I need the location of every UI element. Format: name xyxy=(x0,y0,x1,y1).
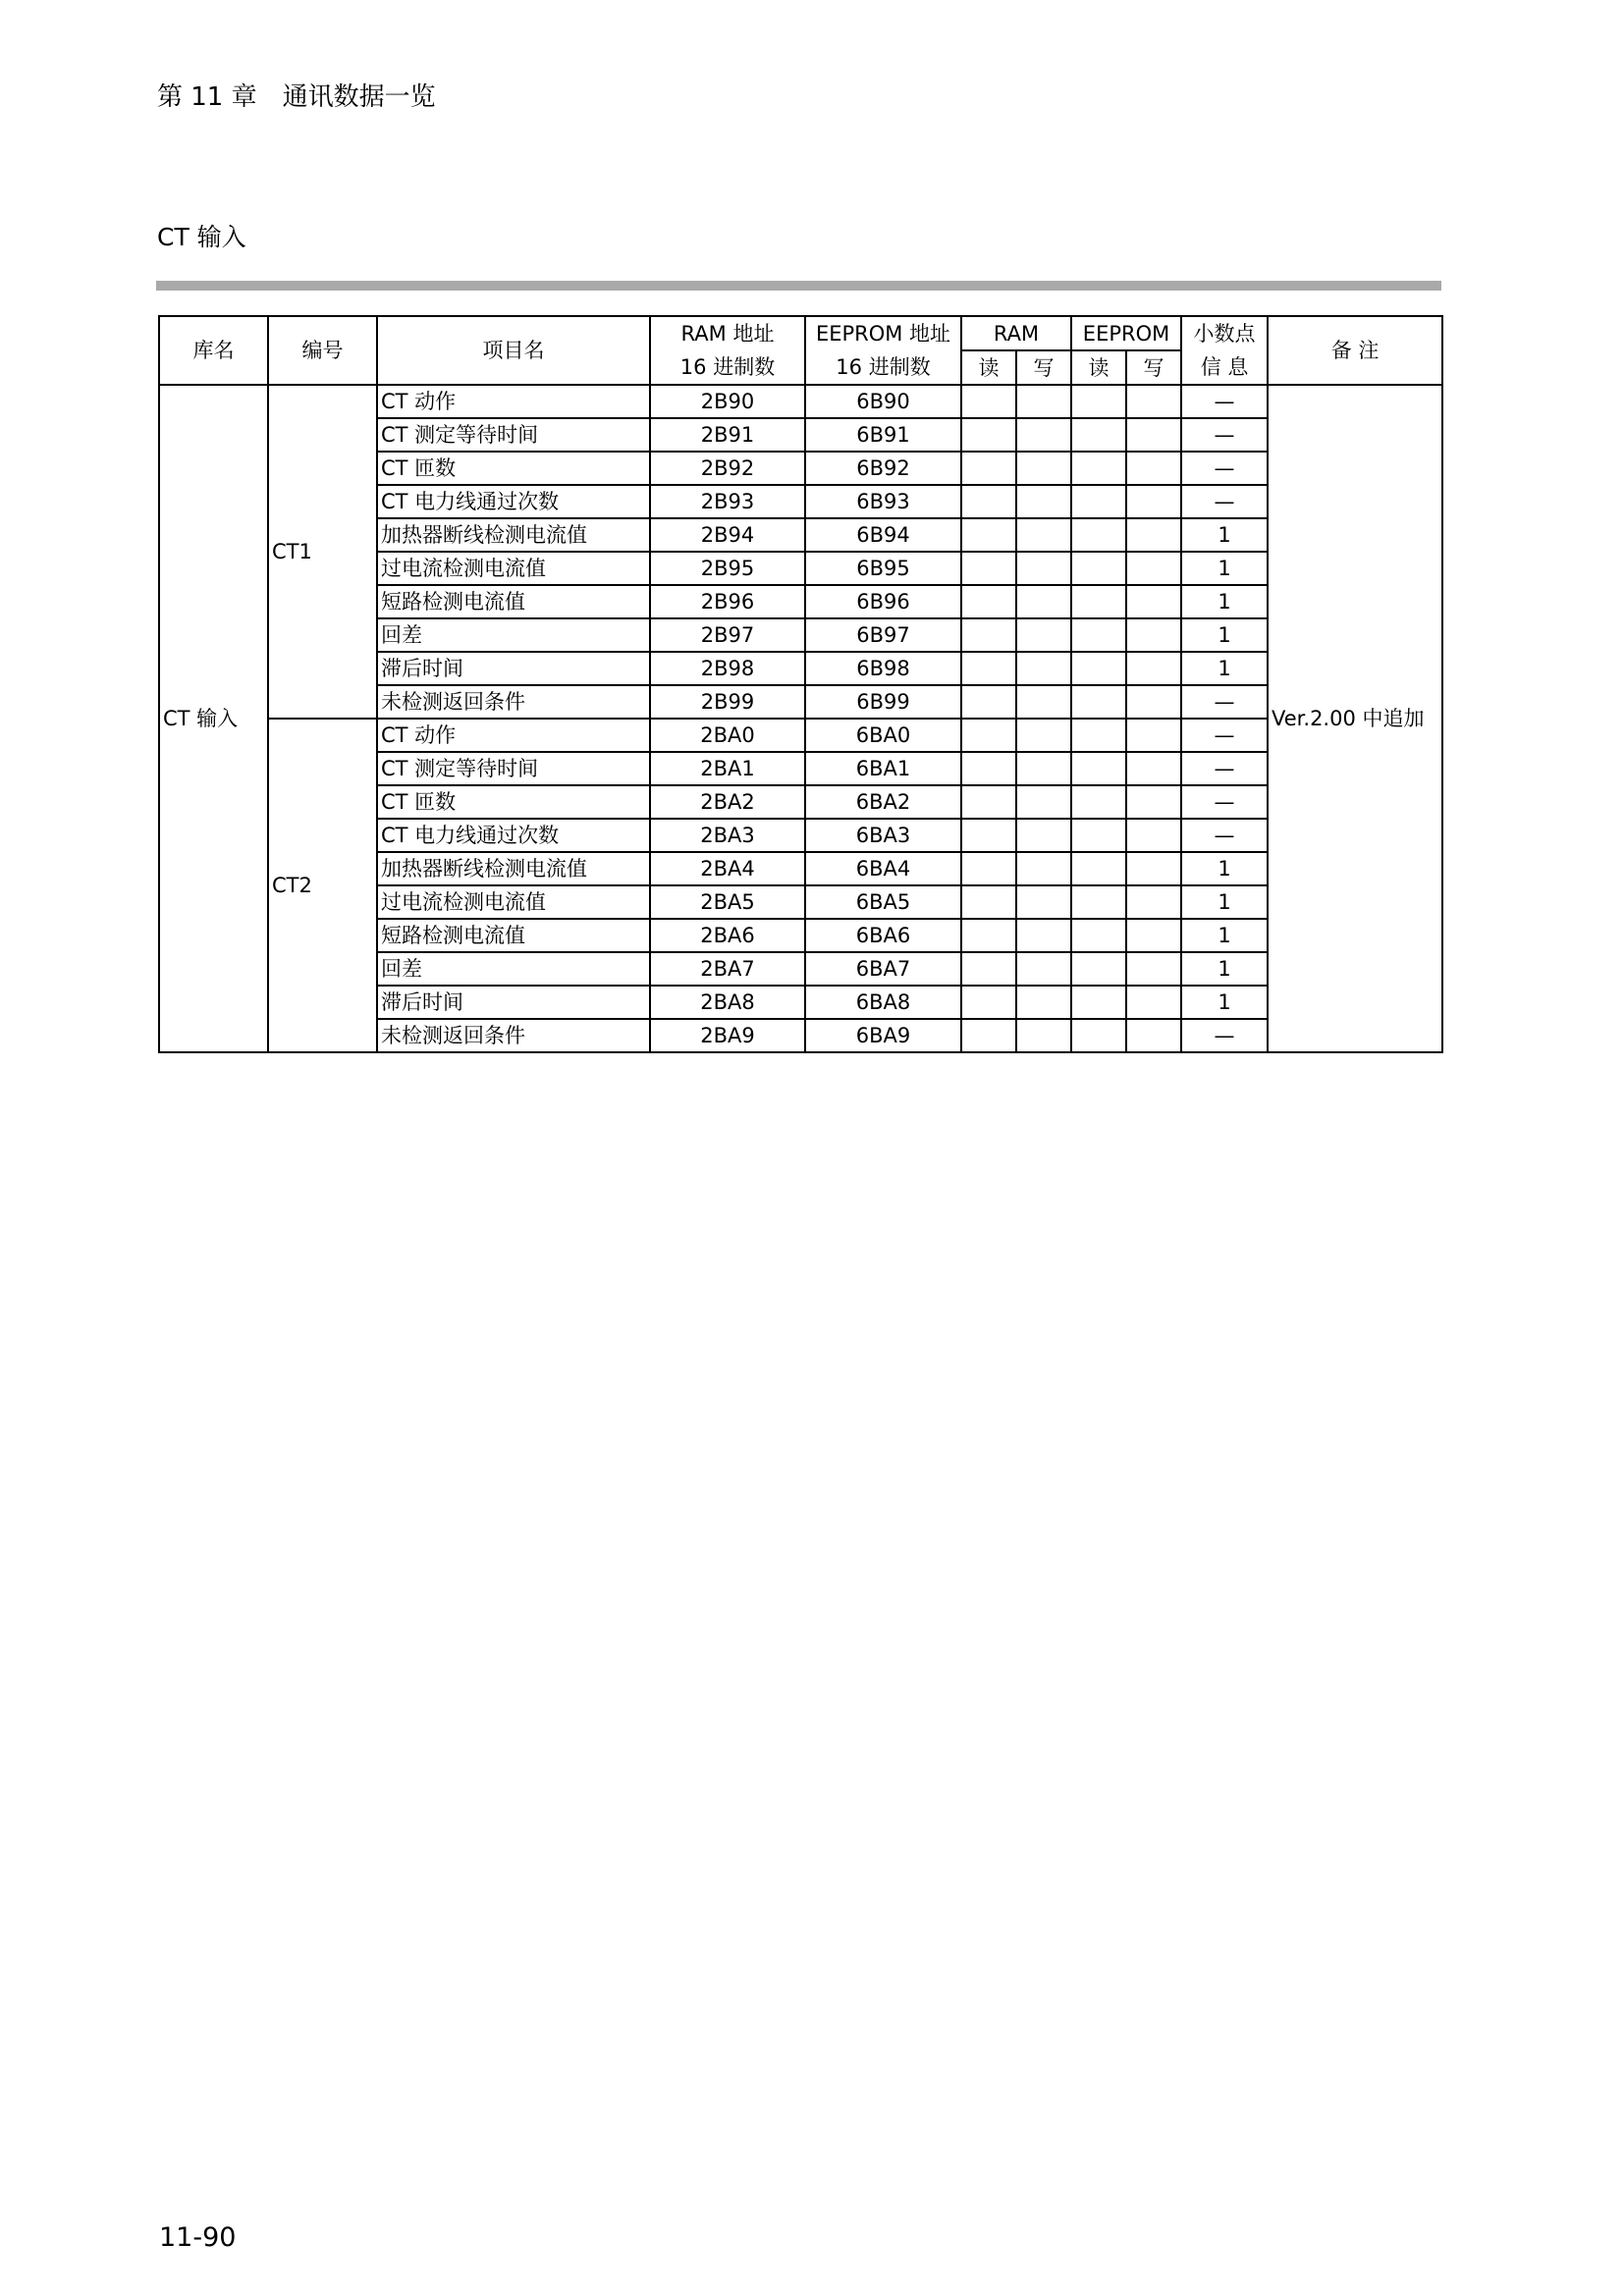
eeprom-write-cell xyxy=(1126,618,1181,652)
eeprom-address-cell: 6B93 xyxy=(805,485,961,518)
header-decimal-line1: 小数点 xyxy=(1193,322,1256,346)
decimal-info-cell: — xyxy=(1181,485,1268,518)
decimal-info-cell: — xyxy=(1181,719,1268,752)
eeprom-address-cell: 6BA6 xyxy=(805,919,961,952)
item-name-cell: CT 动作 xyxy=(377,385,650,418)
ram-write-cell xyxy=(1016,552,1071,585)
ram-write-cell xyxy=(1016,785,1071,819)
item-name-cell: CT 动作 xyxy=(377,719,650,752)
decimal-info-cell: 1 xyxy=(1181,852,1268,885)
eeprom-address-cell: 6B97 xyxy=(805,618,961,652)
ram-address-cell: 2BA9 xyxy=(650,1019,805,1052)
table-row xyxy=(159,385,1442,418)
ram-address-cell: 2BA2 xyxy=(650,785,805,819)
ram-read-cell xyxy=(961,518,1016,552)
ram-write-cell xyxy=(1016,452,1071,485)
item-name-cell: 加热器断线检测电流值 xyxy=(377,852,650,885)
eeprom-write-cell xyxy=(1126,418,1181,452)
eeprom-read-cell xyxy=(1071,752,1126,785)
eeprom-write-cell xyxy=(1126,385,1181,418)
decimal-info-cell: 1 xyxy=(1181,518,1268,552)
ram-write-cell xyxy=(1016,1019,1071,1052)
ram-read-cell xyxy=(961,852,1016,885)
eeprom-address-cell: 6B95 xyxy=(805,552,961,585)
ram-address-cell: 2B93 xyxy=(650,485,805,518)
ram-address-cell: 2BA8 xyxy=(650,986,805,1019)
eeprom-write-cell xyxy=(1126,952,1181,986)
decimal-info-cell: — xyxy=(1181,385,1268,418)
ram-write-cell xyxy=(1016,485,1071,518)
ram-address-cell: 2BA5 xyxy=(650,885,805,919)
eeprom-address-cell: 6BA0 xyxy=(805,719,961,752)
eeprom-read-cell xyxy=(1071,719,1126,752)
ram-read-cell xyxy=(961,618,1016,652)
eeprom-read-cell xyxy=(1071,552,1126,585)
ram-address-cell: 2BA3 xyxy=(650,819,805,852)
table-header xyxy=(159,316,1442,385)
decimal-info-cell: — xyxy=(1181,752,1268,785)
ram-address-cell: 2B92 xyxy=(650,452,805,485)
number-cell: CT1 xyxy=(268,385,377,719)
header-number: 编号 xyxy=(268,316,377,385)
item-name-cell: 滞后时间 xyxy=(377,652,650,685)
decimal-info-cell: 1 xyxy=(1181,919,1268,952)
ram-write-cell xyxy=(1016,719,1071,752)
item-name-cell: CT 测定等待时间 xyxy=(377,752,650,785)
ram-address-cell: 2BA0 xyxy=(650,719,805,752)
section-title: CT 输入 xyxy=(157,223,246,251)
eeprom-address-cell: 6BA1 xyxy=(805,752,961,785)
ram-write-cell xyxy=(1016,852,1071,885)
library-cell: CT 输入 xyxy=(159,385,268,1052)
eeprom-write-cell xyxy=(1126,452,1181,485)
eeprom-read-cell xyxy=(1071,452,1126,485)
eeprom-write-cell xyxy=(1126,919,1181,952)
eeprom-read-cell xyxy=(1071,852,1126,885)
ram-address-cell: 2B90 xyxy=(650,385,805,418)
ram-write-cell xyxy=(1016,685,1071,719)
eeprom-read-cell xyxy=(1071,485,1126,518)
ram-read-cell xyxy=(961,785,1016,819)
decimal-info-cell: — xyxy=(1181,452,1268,485)
eeprom-read-cell xyxy=(1071,652,1126,685)
chapter-header: 第 11 章 通讯数据一览 xyxy=(157,82,436,112)
item-name-cell: CT 匝数 xyxy=(377,785,650,819)
eeprom-write-cell xyxy=(1126,652,1181,685)
ram-address-cell: 2BA1 xyxy=(650,752,805,785)
item-name-cell: 过电流检测电流值 xyxy=(377,885,650,919)
eeprom-write-cell xyxy=(1126,986,1181,1019)
eeprom-address-cell: 6BA2 xyxy=(805,785,961,819)
eeprom-write-cell xyxy=(1126,485,1181,518)
header-eeprom-read: 读 xyxy=(1071,350,1126,385)
ram-read-cell xyxy=(961,752,1016,785)
header-ram-write: 写 xyxy=(1016,350,1071,385)
ram-write-cell xyxy=(1016,752,1071,785)
item-name-cell: 回差 xyxy=(377,952,650,986)
eeprom-address-cell: 6B99 xyxy=(805,685,961,719)
header-item-name: 项目名 xyxy=(377,316,650,385)
ram-write-cell xyxy=(1016,418,1071,452)
eeprom-read-cell xyxy=(1071,618,1126,652)
item-name-cell: 短路检测电流值 xyxy=(377,919,650,952)
item-name-cell: 短路检测电流值 xyxy=(377,585,650,618)
eeprom-read-cell xyxy=(1071,952,1126,986)
decimal-info-cell: — xyxy=(1181,819,1268,852)
item-name-cell: 滞后时间 xyxy=(377,986,650,1019)
remarks-cell: Ver.2.00 中追加 xyxy=(1268,385,1442,1052)
header-ram: RAM xyxy=(961,316,1071,350)
ram-write-cell xyxy=(1016,518,1071,552)
ram-write-cell xyxy=(1016,385,1071,418)
item-name-cell: 未检测返回条件 xyxy=(377,1019,650,1052)
ram-read-cell xyxy=(961,485,1016,518)
item-name-cell: 未检测返回条件 xyxy=(377,685,650,719)
item-name-cell: CT 电力线通过次数 xyxy=(377,819,650,852)
table-body xyxy=(159,385,1442,1052)
eeprom-write-cell xyxy=(1126,719,1181,752)
ram-address-cell: 2B99 xyxy=(650,685,805,719)
ram-address-cell: 2B96 xyxy=(650,585,805,618)
ram-address-cell: 2B91 xyxy=(650,418,805,452)
eeprom-read-cell xyxy=(1071,685,1126,719)
decimal-info-cell: 1 xyxy=(1181,952,1268,986)
ram-read-cell xyxy=(961,986,1016,1019)
eeprom-address-cell: 6BA7 xyxy=(805,952,961,986)
eeprom-address-cell: 6BA3 xyxy=(805,819,961,852)
header-decimal-line2: 信 息 xyxy=(1200,355,1249,379)
ram-read-cell xyxy=(961,919,1016,952)
decimal-info-cell: 1 xyxy=(1181,986,1268,1019)
eeprom-read-cell xyxy=(1071,518,1126,552)
header-decimal-info xyxy=(1181,316,1268,385)
eeprom-read-cell xyxy=(1071,785,1126,819)
header-eeprom-write: 写 xyxy=(1126,350,1181,385)
table-row xyxy=(159,719,1442,752)
item-name-cell: 过电流检测电流值 xyxy=(377,552,650,585)
eeprom-address-cell: 6B91 xyxy=(805,418,961,452)
ram-read-cell xyxy=(961,652,1016,685)
item-name-cell: CT 匝数 xyxy=(377,452,650,485)
decimal-info-cell: — xyxy=(1181,785,1268,819)
header-eeprom-address xyxy=(805,316,961,385)
eeprom-write-cell xyxy=(1126,885,1181,919)
ram-address-cell: 2BA6 xyxy=(650,919,805,952)
eeprom-address-cell: 6B90 xyxy=(805,385,961,418)
eeprom-write-cell xyxy=(1126,852,1181,885)
ram-write-cell xyxy=(1016,585,1071,618)
ram-write-cell xyxy=(1016,652,1071,685)
ram-read-cell xyxy=(961,452,1016,485)
eeprom-read-cell xyxy=(1071,385,1126,418)
ram-read-cell xyxy=(961,952,1016,986)
ram-address-cell: 2B98 xyxy=(650,652,805,685)
eeprom-address-cell: 6B94 xyxy=(805,518,961,552)
ram-write-cell xyxy=(1016,919,1071,952)
section-divider-bar xyxy=(156,281,1441,291)
decimal-info-cell: — xyxy=(1181,1019,1268,1052)
eeprom-address-cell: 6B92 xyxy=(805,452,961,485)
eeprom-read-cell xyxy=(1071,1019,1126,1052)
ram-read-cell xyxy=(961,1019,1016,1052)
eeprom-write-cell xyxy=(1126,685,1181,719)
decimal-info-cell: 1 xyxy=(1181,885,1268,919)
ram-write-cell xyxy=(1016,618,1071,652)
ram-read-cell xyxy=(961,685,1016,719)
eeprom-address-cell: 6B98 xyxy=(805,652,961,685)
ram-read-cell xyxy=(961,719,1016,752)
header-ram-address-line1: RAM 地址 xyxy=(680,322,775,346)
eeprom-address-cell: 6BA8 xyxy=(805,986,961,1019)
header-eeprom-address-line1: EEPROM 地址 xyxy=(815,322,951,346)
eeprom-address-cell: 6BA4 xyxy=(805,852,961,885)
header-remarks: 备 注 xyxy=(1268,316,1442,385)
item-name-cell: 回差 xyxy=(377,618,650,652)
ram-address-cell: 2B94 xyxy=(650,518,805,552)
decimal-info-cell: — xyxy=(1181,418,1268,452)
eeprom-read-cell xyxy=(1071,418,1126,452)
eeprom-write-cell xyxy=(1126,518,1181,552)
header-ram-address xyxy=(650,316,805,385)
page-number: 11-90 xyxy=(159,2222,237,2253)
eeprom-write-cell xyxy=(1126,585,1181,618)
decimal-info-cell: 1 xyxy=(1181,652,1268,685)
ram-write-cell xyxy=(1016,952,1071,986)
eeprom-read-cell xyxy=(1071,819,1126,852)
eeprom-write-cell xyxy=(1126,752,1181,785)
decimal-info-cell: 1 xyxy=(1181,585,1268,618)
header-eeprom-address-line2: 16 进制数 xyxy=(836,355,931,379)
eeprom-write-cell xyxy=(1126,819,1181,852)
eeprom-address-cell: 6BA5 xyxy=(805,885,961,919)
ram-address-cell: 2B95 xyxy=(650,552,805,585)
eeprom-write-cell xyxy=(1126,552,1181,585)
eeprom-read-cell xyxy=(1071,885,1126,919)
communication-data-table xyxy=(158,315,1443,1053)
ram-address-cell: 2BA7 xyxy=(650,952,805,986)
item-name-cell: CT 电力线通过次数 xyxy=(377,485,650,518)
eeprom-read-cell xyxy=(1071,986,1126,1019)
ram-read-cell xyxy=(961,385,1016,418)
ram-read-cell xyxy=(961,819,1016,852)
ram-read-cell xyxy=(961,552,1016,585)
header-eeprom: EEPROM xyxy=(1071,316,1181,350)
eeprom-read-cell xyxy=(1071,585,1126,618)
ram-write-cell xyxy=(1016,819,1071,852)
header-ram-address-line2: 16 进制数 xyxy=(679,355,776,379)
decimal-info-cell: 1 xyxy=(1181,618,1268,652)
header-ram-read: 读 xyxy=(961,350,1016,385)
item-name-cell: 加热器断线检测电流值 xyxy=(377,518,650,552)
ram-read-cell xyxy=(961,418,1016,452)
eeprom-write-cell xyxy=(1126,1019,1181,1052)
ram-address-cell: 2B97 xyxy=(650,618,805,652)
item-name-cell: CT 测定等待时间 xyxy=(377,418,650,452)
number-cell: CT2 xyxy=(268,719,377,1052)
eeprom-read-cell xyxy=(1071,919,1126,952)
ram-read-cell xyxy=(961,885,1016,919)
header-library: 库名 xyxy=(159,316,268,385)
ram-read-cell xyxy=(961,585,1016,618)
decimal-info-cell: — xyxy=(1181,685,1268,719)
eeprom-write-cell xyxy=(1126,785,1181,819)
eeprom-address-cell: 6B96 xyxy=(805,585,961,618)
ram-write-cell xyxy=(1016,986,1071,1019)
decimal-info-cell: 1 xyxy=(1181,552,1268,585)
ram-address-cell: 2BA4 xyxy=(650,852,805,885)
ram-write-cell xyxy=(1016,885,1071,919)
eeprom-address-cell: 6BA9 xyxy=(805,1019,961,1052)
